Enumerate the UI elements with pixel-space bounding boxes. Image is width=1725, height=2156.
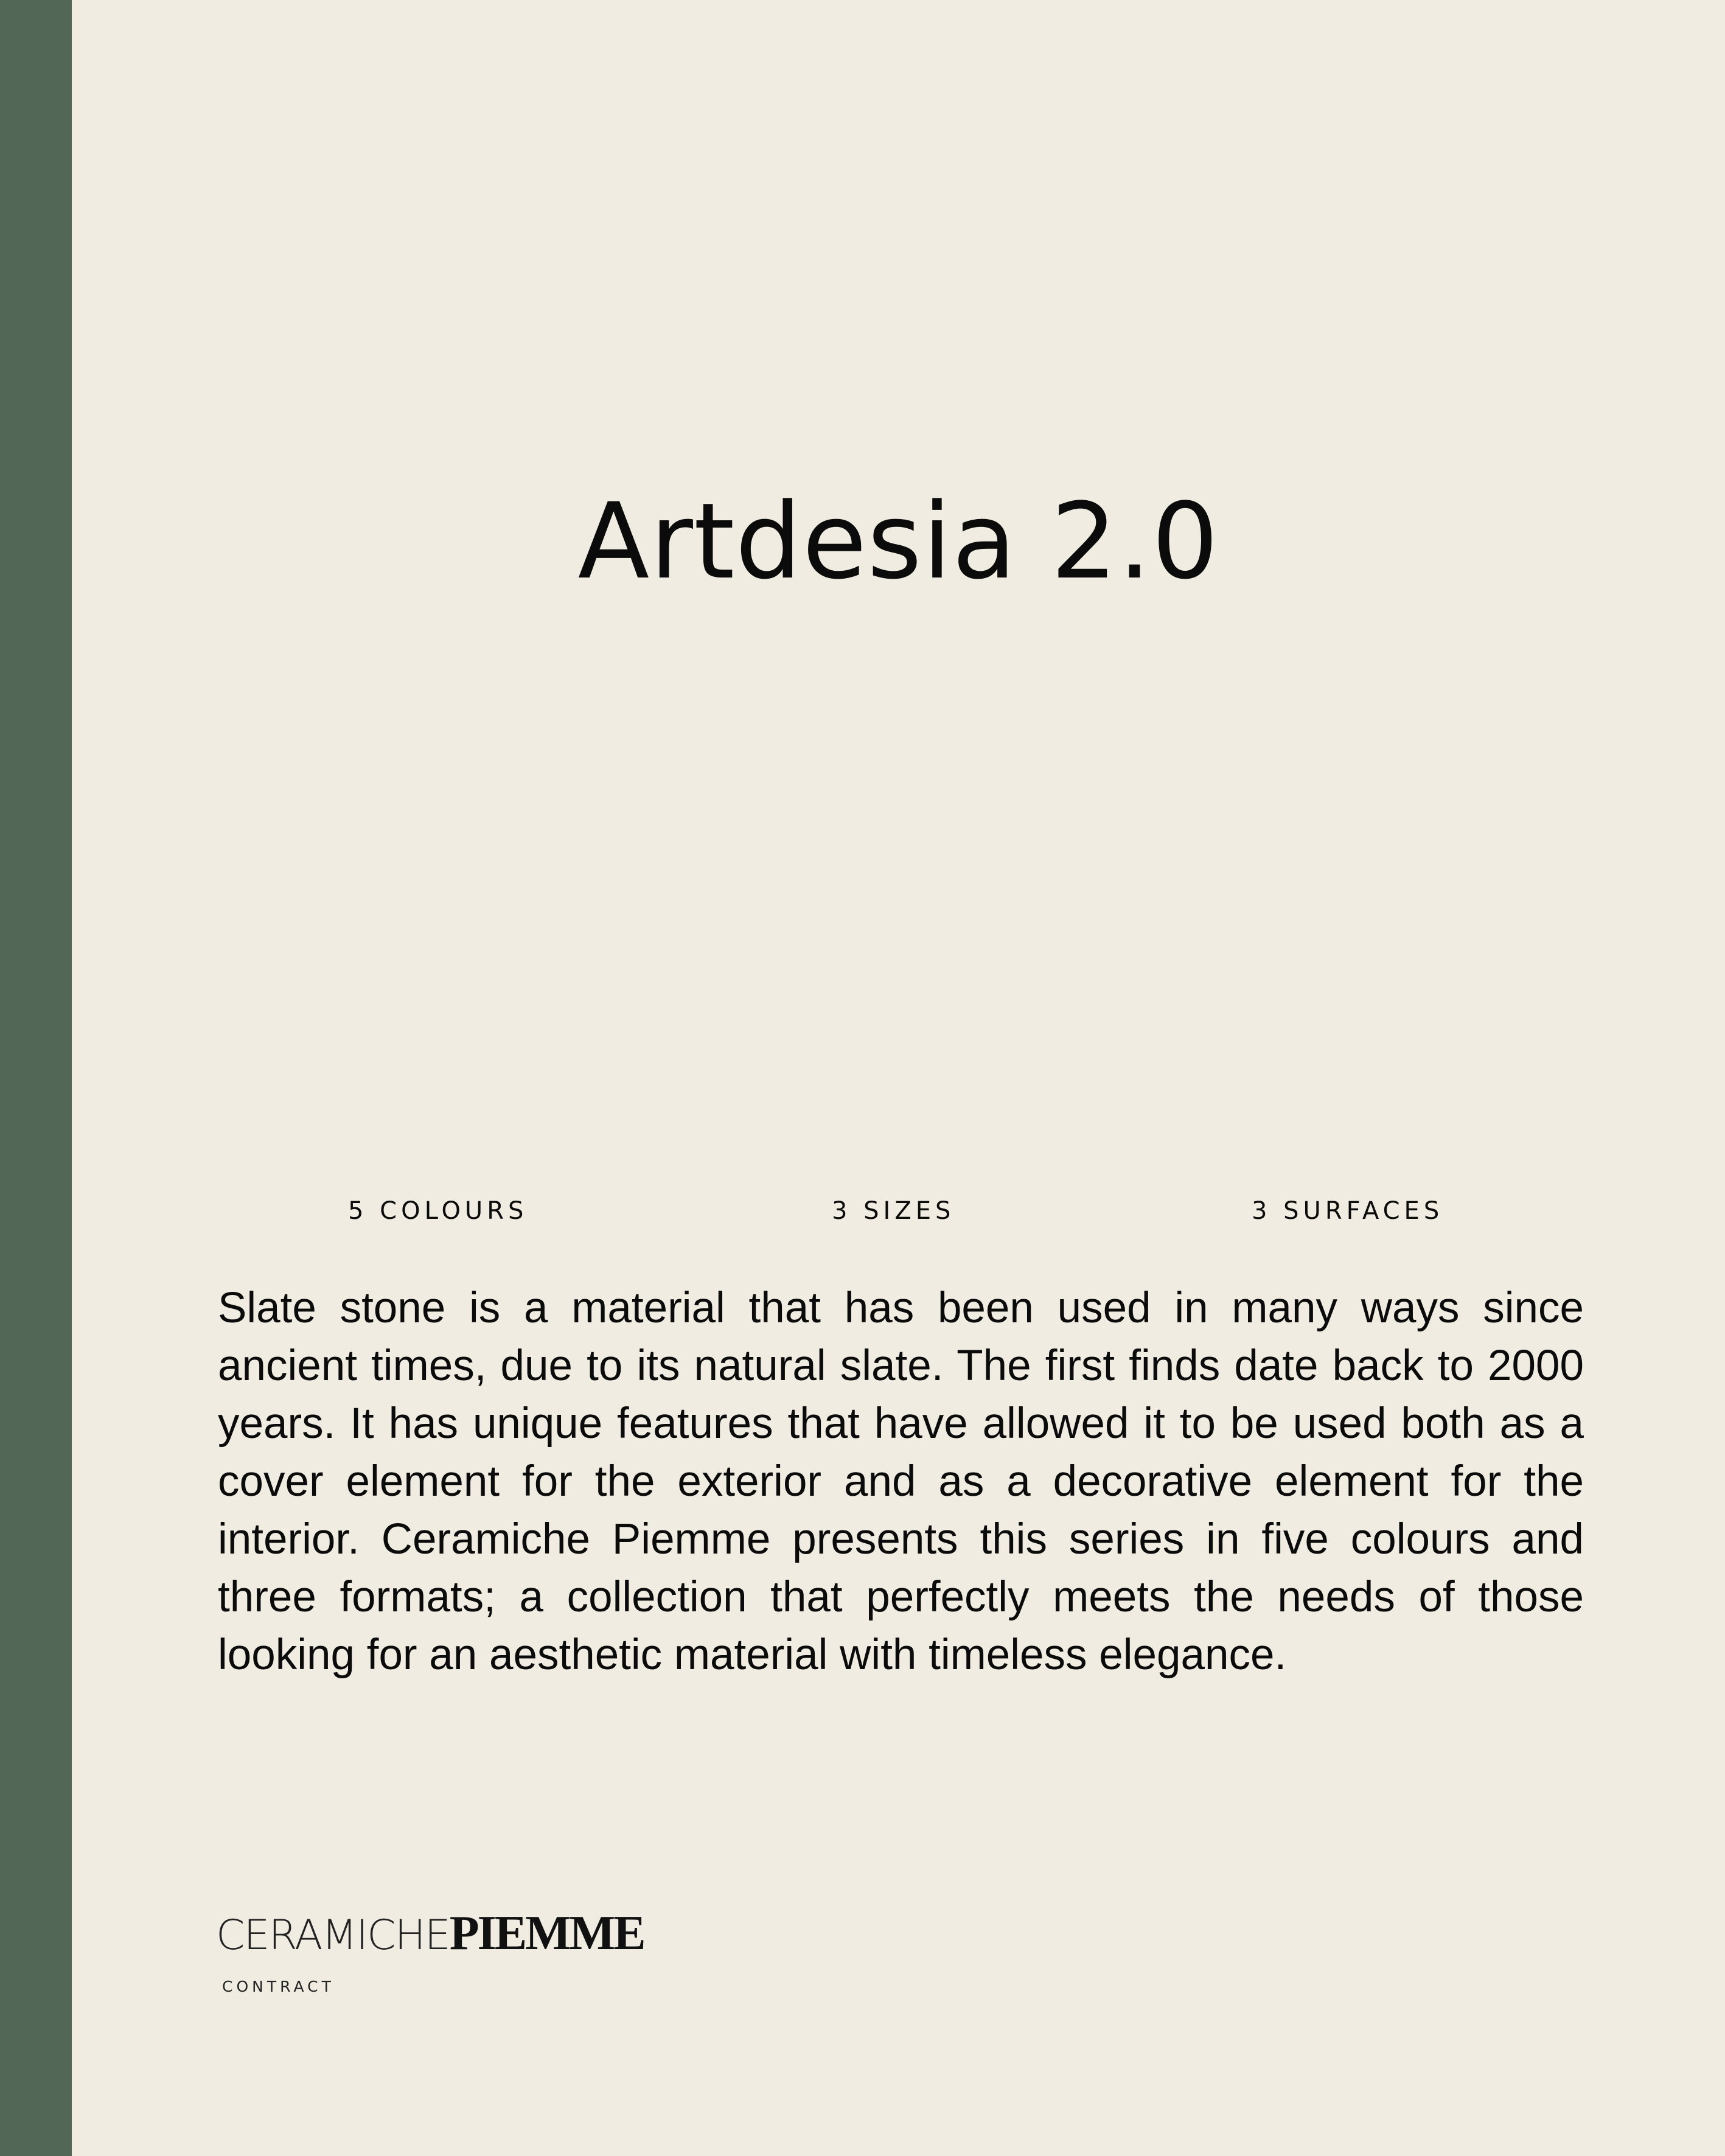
description-paragraph: Slate stone is a material that has been used in many ways since ancient times, due to its natural slate. The first finds date back to 2000 years. It has unique features that have allowed it to be used both as a cover element for the exterior and as a decorative element for the interior. Ceramiche Piemme presents this series in five colours and three formats; a collection that perfectly meets the needs of those looking for an aesthetic material with timeless elegance. [218, 1284, 1584, 1679]
side-color-bar [0, 0, 72, 2156]
spec-sizes: 3 SIZES [832, 1197, 955, 1225]
logo-brand-light: CERAMICHE [216, 1911, 450, 1959]
logo-wordmark [216, 1906, 644, 1974]
logo-subtitle: CONTRACT [222, 1978, 335, 1995]
page-title: Artdesia 2.0 [577, 480, 1219, 602]
brand-logo [216, 1906, 644, 1995]
spec-colours: 5 COLOURS [348, 1197, 528, 1225]
logo-brand-bold: PIEMME [449, 1907, 644, 1960]
spec-surfaces: 3 SURFACES [1252, 1197, 1444, 1225]
